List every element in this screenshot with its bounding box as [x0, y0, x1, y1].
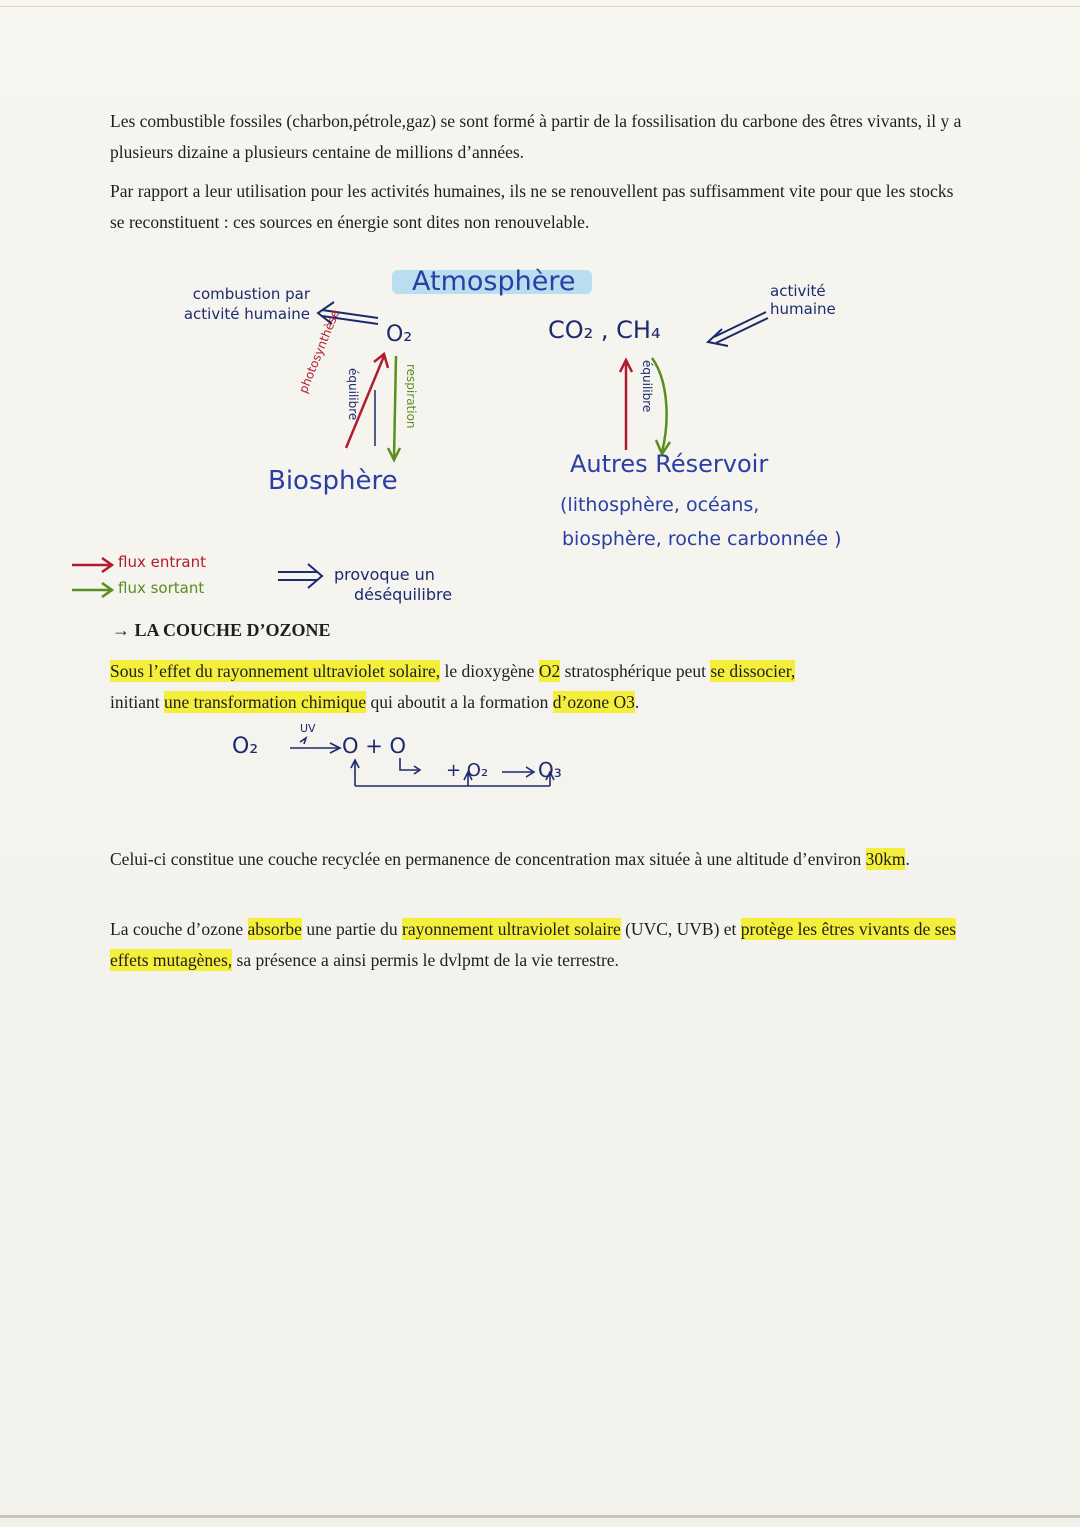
ozone-paragraph-3: [110, 914, 970, 976]
activite-label: activité humaine: [770, 282, 836, 318]
ozone-paragraph-2: [110, 844, 970, 875]
text-fragment: une partie du: [301, 919, 403, 939]
ozone-paragraph-1: [110, 656, 970, 718]
consequence-line-2: déséquilibre: [354, 585, 453, 604]
autres-list-line-1: (lithosphère, océans,: [560, 494, 760, 516]
intro-paragraph-2: Par rapport a leur utilisation pour les activités humaines, ils ne se renouvellent pas suffisamment vite pour que les stocks se reconstituent : ces sources en énergie sont dites non renouvelable.: [110, 181, 954, 232]
reaction-arrows: [290, 738, 554, 786]
ozone-heading: → LA COUCHE D’OZONE: [112, 620, 331, 640]
text-fragment: le dioxygène: [440, 661, 539, 681]
respiration-label: respiration: [404, 364, 418, 429]
right-entering-arrow: [620, 360, 632, 450]
highlight-o2: O2: [538, 661, 561, 681]
text-fragment: La couche d’ozone: [110, 919, 248, 939]
text-fragment: sa présence a ainsi permis le dvlpmt de la vie terrestre.: [232, 950, 619, 970]
legend-in-arrow: [72, 558, 112, 572]
photosynthesis-label: photosynthèse: [296, 307, 343, 396]
highlight-30km: 30km: [865, 849, 906, 869]
text-fragment: qui aboutit a la formation: [366, 692, 553, 712]
highlight-protege: protège les êtres vivants de ses effets mutagènes,: [110, 919, 957, 970]
co2-ch4-label: CO₂ , CH₄: [548, 316, 661, 344]
reaction-plus-o2: + O₂: [446, 760, 489, 781]
text-fragment: initiant: [110, 692, 164, 712]
autres-list-line-2: biosphère, roche carbonnée ): [562, 528, 842, 550]
highlight-ozone-o3: d’ozone O3: [552, 692, 635, 712]
atmosphere-label: Atmosphère: [412, 266, 576, 297]
highlight-absorbe: absorbe: [247, 919, 302, 939]
highlight-rayonnement: rayonnement ultraviolet solaire: [402, 919, 621, 939]
text-fragment: .: [634, 692, 640, 712]
respiration-arrow: [388, 356, 400, 460]
highlight-transformation: une transformation chimique: [163, 692, 367, 712]
consequence-line-1: provoque un: [334, 565, 435, 584]
reaction-o2: O₂: [232, 734, 259, 759]
text-fragment: (UVC, UVB) et: [620, 919, 741, 939]
page-bottom-edge: [0, 1515, 1080, 1518]
highlight-dissocier: se dissocier,: [710, 661, 796, 681]
equilibre-right-label: équilibre: [640, 360, 654, 413]
text-fragment: .: [905, 849, 910, 869]
o2-label: O₂: [386, 322, 413, 347]
autres-reservoir-label: Autres Réservoir: [570, 450, 769, 478]
legend-in-label: flux entrant: [118, 553, 206, 571]
equilibre-left-label: équilibre: [346, 368, 360, 421]
legend-out-label: flux sortant: [118, 579, 205, 597]
right-leaving-arrow: [652, 358, 670, 454]
combustion-label: combustion par activité humaine: [183, 285, 310, 323]
reaction-products: O + O: [342, 734, 407, 758]
implies-arrow: [278, 564, 322, 588]
intro-paragraph-1: Les combustible fossiles (charbon,pétrole,gaz) se sont formé à partir de la fossilisation du carbone des êtres vivants, il y a plusieurs dizaine a plusieurs centaine de millions d’années.: [110, 111, 962, 162]
text-fragment: stratosphérique peut: [560, 661, 711, 681]
reaction-uv: UV: [300, 722, 316, 735]
biosphere-label: Biosphère: [268, 466, 398, 496]
activite-arrow: [708, 312, 768, 346]
reaction-o3: O₃: [538, 758, 562, 782]
legend-out-arrow: [72, 583, 112, 597]
text-fragment: Celui-ci constitue une couche recyclée en permanence de concentration max située à une altitude d’environ: [110, 849, 866, 869]
highlight-uv-effect: Sous l’effet du rayonnement ultraviolet solaire,: [110, 661, 441, 681]
